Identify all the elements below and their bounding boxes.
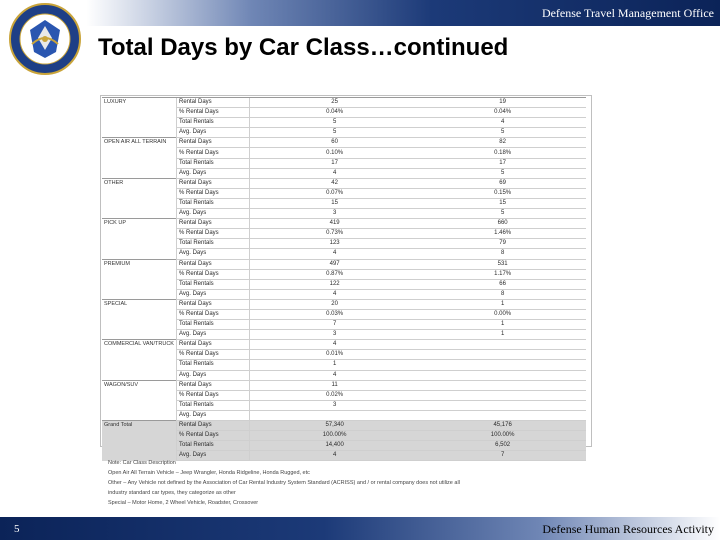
page-number: 5 [14,523,20,535]
category-cell: LUXURY [102,98,177,138]
value-cell: 4 [250,249,420,259]
value-cell: 5 [250,118,420,128]
metric-cell: Rental Days [177,259,250,269]
table-row [102,138,586,148]
value-cell: 8 [419,289,586,299]
value-cell: 3 [250,209,420,219]
metric-cell: Rental Days [177,380,250,390]
metric-cell: Rental Days [177,299,250,309]
category-cell: PREMIUM [102,259,177,299]
metric-cell: % Rental Days [177,229,250,239]
metric-cell: Total Rentals [177,239,250,249]
office-title: Defense Travel Management Office [541,6,714,20]
value-cell: 0.00% [419,309,586,319]
metric-cell: Total Rentals [177,441,250,451]
value-cell: 4 [250,451,420,461]
value-cell: 0.18% [419,148,586,158]
value-cell: 4 [250,340,420,350]
value-cell: 1.46% [419,229,586,239]
metric-cell: Avg. Days [177,451,250,461]
value-cell: 5 [419,168,586,178]
category-cell: SPECIAL [102,299,177,339]
value-cell: 0.87% [250,269,420,279]
note-line: Special – Motor Home, 2 Wheel Vehicle, Roadster, Crossover [108,500,259,506]
metric-cell: Total Rentals [177,320,250,330]
value-cell: 82 [419,138,586,148]
value-cell: 122 [250,279,420,289]
value-cell: 66 [419,279,586,289]
table-row [102,259,586,269]
value-cell: 7 [419,451,586,461]
metric-cell: Rental Days [177,98,250,108]
value-cell: 5 [250,128,420,138]
metric-cell: % Rental Days [177,269,250,279]
category-cell: OTHER [102,178,177,218]
value-cell: 20 [250,299,420,309]
value-cell: 4 [250,370,420,380]
value-cell: 8 [419,249,586,259]
metric-cell: Avg. Days [177,249,250,259]
metric-cell: % Rental Days [177,390,250,400]
metric-cell: Total Rentals [177,279,250,289]
value-cell [419,400,586,410]
value-cell: 1 [419,299,586,309]
value-cell: 0.07% [250,188,420,198]
category-cell: OPEN AIR ALL TERRAIN [102,138,177,178]
metric-cell: % Rental Days [177,350,250,360]
table-row [102,421,586,431]
value-cell [419,350,586,360]
table-row [102,98,586,108]
value-cell: 0.01% [250,350,420,360]
value-cell: 4 [250,289,420,299]
category-cell: COMMERCIAL VAN/TRUCK [102,340,177,380]
note-line: Note: Car Class Description [108,460,176,466]
table-row [102,340,586,350]
value-cell: 0.04% [419,108,586,118]
category-cell: WAGON/SUV [102,380,177,420]
value-cell [419,410,586,420]
category-cell: Grand Total [102,421,177,461]
metric-cell: Rental Days [177,219,250,229]
value-cell: 42 [250,178,420,188]
value-cell: 15 [250,198,420,208]
metric-cell: % Rental Days [177,148,250,158]
metric-cell: Avg. Days [177,289,250,299]
value-cell: 0.02% [250,390,420,400]
metric-cell: Avg. Days [177,410,250,420]
value-cell: 497 [250,259,420,269]
metric-cell: Avg. Days [177,330,250,340]
value-cell: 17 [250,158,420,168]
dtmo-seal-logo [8,2,82,76]
note-line: Other – Any Vehicle not defined by the Association of Car Rental Industry System Standard (ACRISS) and / or rental company does not utilize all [108,480,460,486]
metric-cell: Total Rentals [177,360,250,370]
car-class-note [108,458,578,520]
metric-cell: Avg. Days [177,168,250,178]
value-cell [419,390,586,400]
value-cell: 531 [419,259,586,269]
category-cell: PICK UP [102,219,177,259]
metric-cell: % Rental Days [177,431,250,441]
value-cell: 6,502 [419,441,586,451]
value-cell [419,370,586,380]
value-cell: 0.73% [250,229,420,239]
value-cell: 1 [419,330,586,340]
metric-cell: Total Rentals [177,118,250,128]
metric-cell: % Rental Days [177,309,250,319]
table-body [102,98,586,461]
metric-cell: Avg. Days [177,370,250,380]
footer-title: Defense Human Resources Activity [542,522,714,536]
metric-cell: Rental Days [177,340,250,350]
value-cell: 14,400 [250,441,420,451]
value-cell: 60 [250,138,420,148]
table-row [102,219,586,229]
value-cell: 4 [419,118,586,128]
value-cell: 1 [419,320,586,330]
metric-cell: Avg. Days [177,128,250,138]
value-cell: 123 [250,239,420,249]
value-cell: 25 [250,98,420,108]
value-cell: 100.00% [250,431,420,441]
metric-cell: Rental Days [177,421,250,431]
value-cell: 79 [419,239,586,249]
value-cell: 0.03% [250,309,420,319]
value-cell: 5 [419,128,586,138]
value-cell [250,410,420,420]
value-cell: 660 [419,219,586,229]
table-row [102,380,586,390]
value-cell: 0.04% [250,108,420,118]
value-cell: 57,340 [250,421,420,431]
value-cell: 4 [250,168,420,178]
note-line: industry standard car types, they categorize as other [108,490,236,496]
car-class-table [102,97,586,461]
metric-cell: % Rental Days [177,188,250,198]
value-cell: 3 [250,330,420,340]
value-cell: 19 [419,98,586,108]
value-cell: 3 [250,400,420,410]
slide-title: Total Days by Car Class…continued [98,34,509,61]
value-cell: 7 [250,320,420,330]
value-cell: 5 [419,209,586,219]
metric-cell: Avg. Days [177,209,250,219]
value-cell: 1 [250,360,420,370]
value-cell: 100.00% [419,431,586,441]
metric-cell: Rental Days [177,138,250,148]
value-cell: 45,176 [419,421,586,431]
value-cell: 15 [419,198,586,208]
table-row [102,178,586,188]
value-cell: 0.15% [419,188,586,198]
table-row [102,299,586,309]
metric-cell: Total Rentals [177,198,250,208]
value-cell: 0.10% [250,148,420,158]
metric-cell: Total Rentals [177,158,250,168]
value-cell: 69 [419,178,586,188]
value-cell: 419 [250,219,420,229]
value-cell: 1.17% [419,269,586,279]
metric-cell: Total Rentals [177,400,250,410]
value-cell: 17 [419,158,586,168]
value-cell [419,380,586,390]
value-cell [419,340,586,350]
metric-cell: % Rental Days [177,108,250,118]
metric-cell: Rental Days [177,178,250,188]
value-cell [419,360,586,370]
note-line: Open Air All Terrain Vehicle – Jeep Wrangler, Honda Ridgeline, Honda Rugged, etc [108,470,310,476]
value-cell: 11 [250,380,420,390]
